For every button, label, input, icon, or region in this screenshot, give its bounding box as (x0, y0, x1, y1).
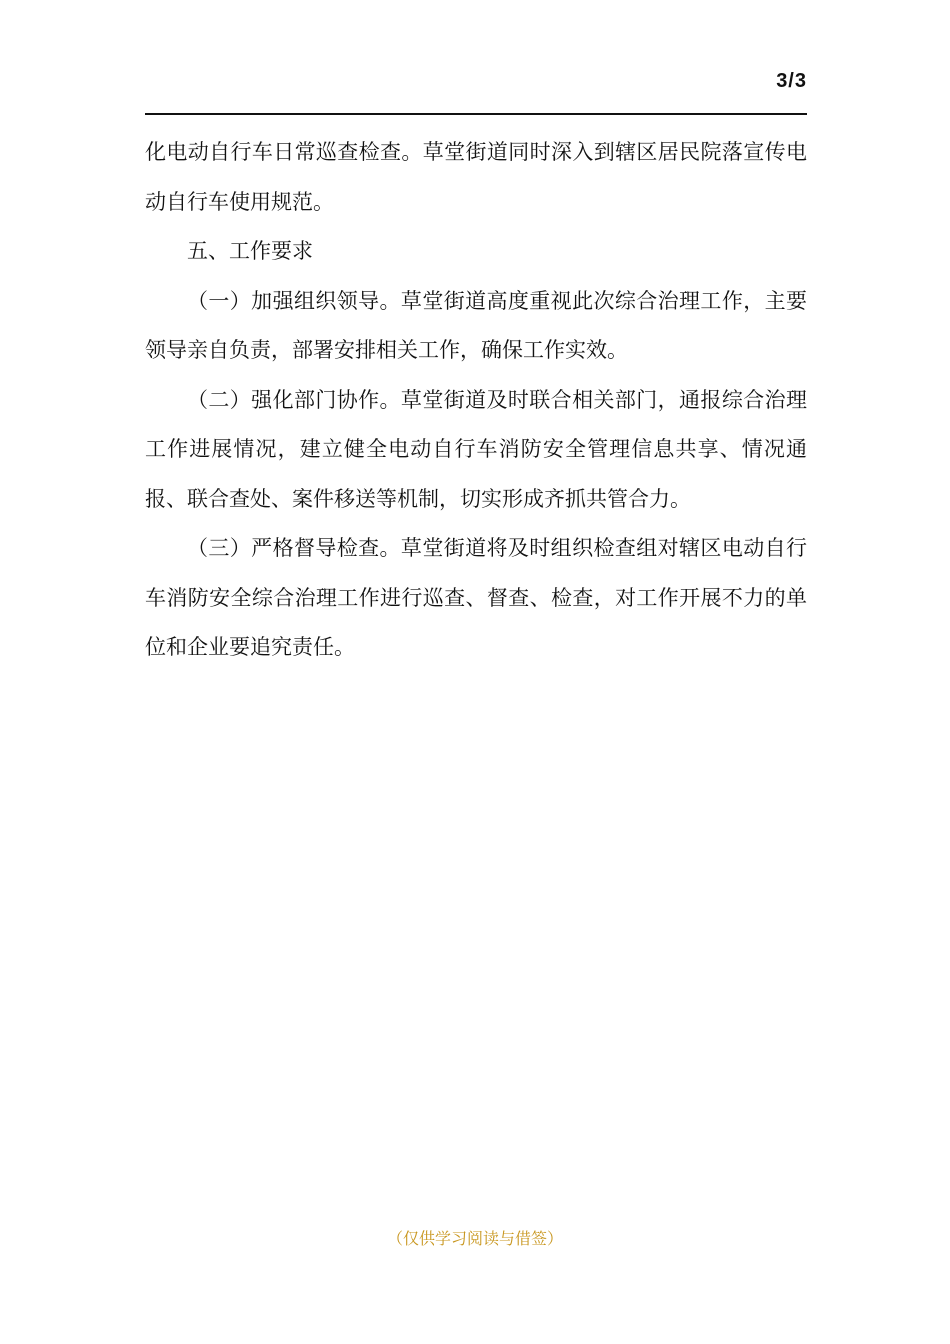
paragraph-item-2: （二）强化部门协作。草堂街道及时联合相关部门，通报综合治理工作进展情况，建立健全电动自行车消防安全管理信息共享、情况通报、联合查处、案件移送等机制，切实形成齐抓共管合力。 (145, 387, 807, 511)
paragraph-item-3: （三）严格督导检查。草堂街道将及时组织检查组对辖区电动自行车消防安全综合治理工作进行巡查、督查、检查，对工作开展不力的单位和企业要追究责任。 (145, 536, 807, 659)
paragraph-continuation: 化电动自行车日常巡查检查。草堂街道同时深入到辖区居民院落宣传电动自行车使用规范。 (145, 140, 807, 214)
section-heading-work-requirements: 五、工作要求 (187, 239, 313, 263)
footer-note: （仅供学习阅读与借签） (386, 1229, 563, 1248)
document-body (145, 128, 807, 673)
paragraph-item-1: （一）加强组织领导。草堂街道高度重视此次综合治理工作，主要领导亲自负责，部署安排相关工作，确保工作实效。 (145, 288, 807, 362)
page-number: 3/3 (776, 70, 807, 92)
header-divider (145, 113, 807, 115)
